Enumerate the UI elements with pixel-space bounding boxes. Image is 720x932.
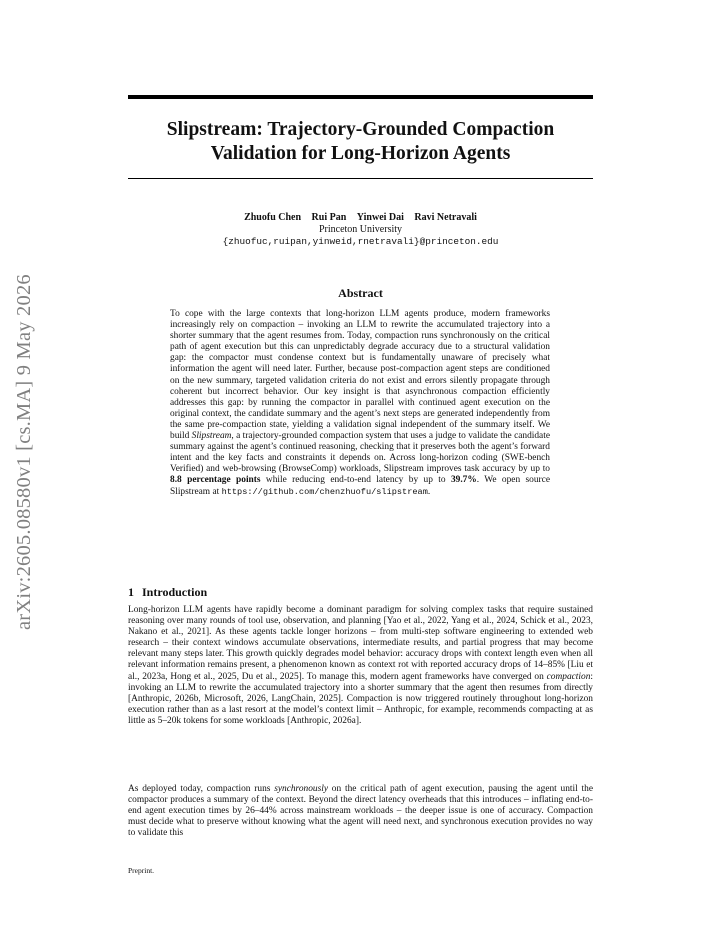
title-top-rule <box>128 95 593 99</box>
abstract-text: . We open source Slipstream at <box>170 475 551 497</box>
paper-title <box>128 118 593 166</box>
abstract-text: . <box>427 486 431 497</box>
title-line-2: Validation for Long-Horizon Agents <box>210 143 511 164</box>
abstract-heading: Abstract <box>338 286 383 300</box>
title-bottom-rule <box>128 178 593 179</box>
latency-gain: 39.7% <box>450 475 477 486</box>
author-name: Rui Pan <box>311 212 347 223</box>
system-name: Slipstream <box>191 431 232 442</box>
abstract-text: , a trajectory-grounded compaction system that uses a judge to validate the candidate summary against the agent’s continued reasoning, checking that it preserves both the agent’s forward intent and the key facts and constraints it depends on. Across long-horizon coding (SWE-bench Verified) and web-browsing (BrowseComp) workloads, Slipstream improves task accuracy by up to <box>170 431 550 475</box>
abstract-text: while reducing end-to-end latency by up to <box>260 475 451 486</box>
author-emails: {zhuofuc,ruipan,yinweid,rnetravali}@princeton.edu <box>222 236 499 247</box>
author-name: Zhuofu Chen <box>244 212 302 223</box>
section-heading-introduction <box>128 585 207 600</box>
title-line-1: Slipstream: Trajectory-Grounded Compaction <box>166 119 555 140</box>
paragraph-text: : invoking an LLM to rewrite the accumulated trajectory into a shorter summary that the agent then resumes from directly [Anthropic, 2026b, Microsoft, 2026, LangChain, 2025]. Compaction is now triggered routinely throughout long-horizon execution rather than as a last resort at the model’s context limit – Anthropic, for example, recommends compacting at as little as 5–20k tokens for some workloads [Anthropic, 2026a]. <box>128 671 593 726</box>
paragraph-text: As deployed today, compaction runs <box>128 784 275 794</box>
emphasis-synchronously: synchronously <box>274 784 329 794</box>
preprint-footer: Preprint. <box>128 866 155 875</box>
repo-url[interactable]: https://github.com/chenzhuofu/slipstream <box>221 486 428 497</box>
author-block <box>128 212 593 248</box>
arxiv-identifier: arXiv:2605.08580v1 [cs.MA] 9 May 2026 <box>13 274 35 630</box>
author-name: Yinwei Dai <box>356 212 404 223</box>
emphasis-compaction: compaction <box>546 671 591 682</box>
intro-paragraph-2 <box>128 784 593 839</box>
abstract-text: To cope with the large contexts that long-horizon LLM agents produce, modern frameworks increasingly rely on compaction – invoking an LLM to rewrite the accumulated trajectory into a shorter summary that the agent resumes from. Today, compaction runs synchronously on the critical path of agent execution but this can unpredictably degrade accuracy due to a structural validation gap: the compactor must condense context but is fundamentally unaware of precisely what information the agent will need later. Further, because post-compaction agent steps are conditioned on the new summary, targeted validation criteria do not exist and errors silently propagate through coherent but incorrect behavior. Our key insight is that asynchronous compaction efficiently addresses this gap: by running the compactor in parallel with continued agent execution on the original context, the candidate summary and the agent’s next steps are generated independently from the same pre-compaction state, yielding a validation signal independent of the summary itself. We build <box>170 309 550 442</box>
section-title: Introduction <box>142 585 208 599</box>
section-number: 1 <box>128 585 134 599</box>
author-names <box>128 212 593 224</box>
paragraph-text: on the critical path of agent execution, pausing the agent until the compactor produces a summary of the context. Beyond the direct latency overheads that this introduces – inflating end-to-end agent execution times by 26–44% across mainstream workloads – the deeper issue is one of accuracy. Compaction must decide what to preserve without knowing what the agent will need next, and synchronous execution provides no way to validate this <box>128 784 593 839</box>
intro-paragraph-1 <box>128 605 593 727</box>
accuracy-gain: 8.8 percentage points <box>170 475 261 486</box>
abstract-body <box>170 309 550 498</box>
affiliation: Princeton University <box>318 224 403 235</box>
paragraph-text: Long-horizon LLM agents have rapidly become a dominant paradigm for solving complex tasks that require sustained reasoning over many rounds of tool use, observation, and planning [Yao et al., 2022, Yang et al., 2024, Schick et al., 2023, Nakano et al., 2021]. As these agents tackle longer horizons – from multi-step software engineering to extended web research – their context windows accumulate observations, intermediate results, and partial progress that may become relevant many steps later. This growth quickly degrades model behavior: accuracy drops with context length even when all relevant information remains present, a phenomenon known as context rot with reported accuracy drops of 14–85% [Liu et al., 2023a, Hong et al., 2025, Du et al., 2025]. To manage this, modern agent frameworks have converged on <box>128 605 593 682</box>
author-name: Ravi Netravali <box>414 212 477 223</box>
